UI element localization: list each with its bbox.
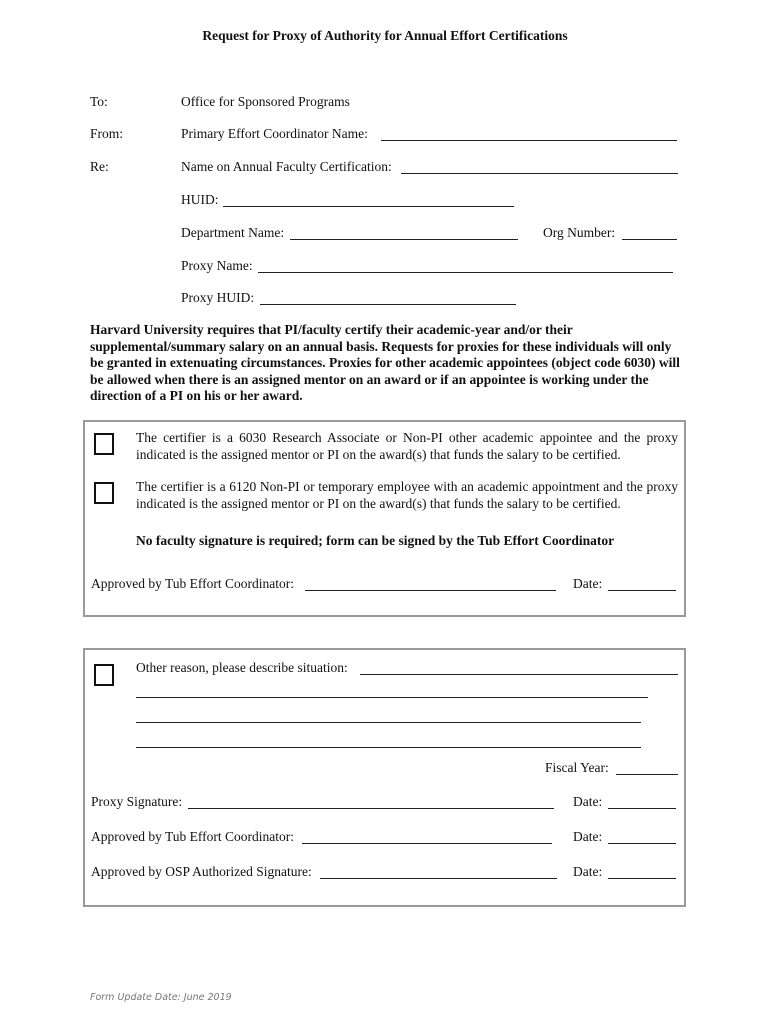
tub-approval-label: Approved by Tub Effort Coordinator: xyxy=(91,829,294,844)
section1-date-label: Date: xyxy=(573,576,603,591)
faculty-certification-field-label: Name on Annual Faculty Certification: xyxy=(181,159,392,174)
osp-approval-line[interactable] xyxy=(320,878,557,879)
proxy-signature-date-line[interactable] xyxy=(608,808,676,809)
option-6120-checkbox[interactable] xyxy=(94,482,114,504)
proxy-name-line[interactable] xyxy=(258,272,673,273)
proxy-signature-line[interactable] xyxy=(188,808,554,809)
other-reason-line-2[interactable] xyxy=(136,697,648,698)
other-reason-label: Other reason, please describe situation: xyxy=(136,660,348,675)
other-reason-checkbox[interactable] xyxy=(94,664,114,686)
tub-approval-date-label: Date: xyxy=(573,829,603,844)
tub-approval-line[interactable] xyxy=(302,843,552,844)
proxy-signature-label: Proxy Signature: xyxy=(91,794,183,809)
proxy-name-field-label: Proxy Name: xyxy=(181,258,253,273)
policy-paragraph: Harvard University requires that PI/faculty certify their academic-year and/or their supplemental/summary salary on an annual basis. Requests for proxies for these individuals will only be granted in extenuating circumstances. Proxies for other academic appointees (object code 6030) will be allowed when there is an assigned mentor on an award or if an appointee is working under the direction of a PI on his or her award. xyxy=(90,322,680,404)
primary-coordinator-field-label: Primary Effort Coordinator Name: xyxy=(181,126,368,141)
proxy-huid-field-label: Proxy HUID: xyxy=(181,290,255,305)
to-label: To: xyxy=(90,94,108,109)
osp-approval-label: Approved by OSP Authorized Signature: xyxy=(91,864,312,879)
org-number-field-label: Org Number: xyxy=(543,225,616,240)
other-reason-line-3[interactable] xyxy=(136,722,641,723)
section1-date-line[interactable] xyxy=(608,590,676,591)
option-6120-text: The certifier is a 6120 Non-PI or temporary employee with an academic appointment and the proxy indicated is the assigned mentor or PI on the award(s) that funds the salary to be certified. xyxy=(136,479,678,511)
proxy-signature-date-label: Date: xyxy=(573,794,603,809)
from-label: From: xyxy=(90,126,124,141)
fiscal-year-label: Fiscal Year: xyxy=(545,760,609,775)
proxy-huid-line[interactable] xyxy=(260,304,516,305)
primary-coordinator-name-line[interactable] xyxy=(381,140,677,141)
org-number-line[interactable] xyxy=(622,239,677,240)
huid-line[interactable] xyxy=(223,206,514,207)
department-name-line[interactable] xyxy=(290,239,518,240)
other-reason-line-4[interactable] xyxy=(136,747,641,748)
tub-approval-date-line[interactable] xyxy=(608,843,676,844)
faculty-certification-name-line[interactable] xyxy=(401,173,678,174)
osp-approval-date-label: Date: xyxy=(573,864,603,879)
department-field-label: Department Name: xyxy=(181,225,285,240)
section1-approved-label: Approved by Tub Effort Coordinator: xyxy=(91,576,294,591)
no-signature-note: No faculty signature is required; form can be signed by the Tub Effort Coordinator xyxy=(136,533,615,548)
option-6030-text: The certifier is a 6030 Research Associate or Non-PI other academic appointee and the proxy indicated is the assigned mentor or PI on the award(s) that funds the salary to be certified. xyxy=(136,430,678,462)
section1-approved-signature-line[interactable] xyxy=(305,590,556,591)
fiscal-year-line[interactable] xyxy=(616,774,678,775)
osp-approval-date-line[interactable] xyxy=(608,878,676,879)
huid-field-label: HUID: xyxy=(181,192,219,207)
re-label: Re: xyxy=(90,159,109,174)
to-value: Office for Sponsored Programs xyxy=(181,94,350,109)
form-update-date: Form Update Date: June 2019 xyxy=(90,992,232,1003)
other-reason-line-1[interactable] xyxy=(360,674,678,675)
option-6030-checkbox[interactable] xyxy=(94,433,114,455)
form-title: Request for Proxy of Authority for Annual Effort Certifications xyxy=(202,28,568,43)
